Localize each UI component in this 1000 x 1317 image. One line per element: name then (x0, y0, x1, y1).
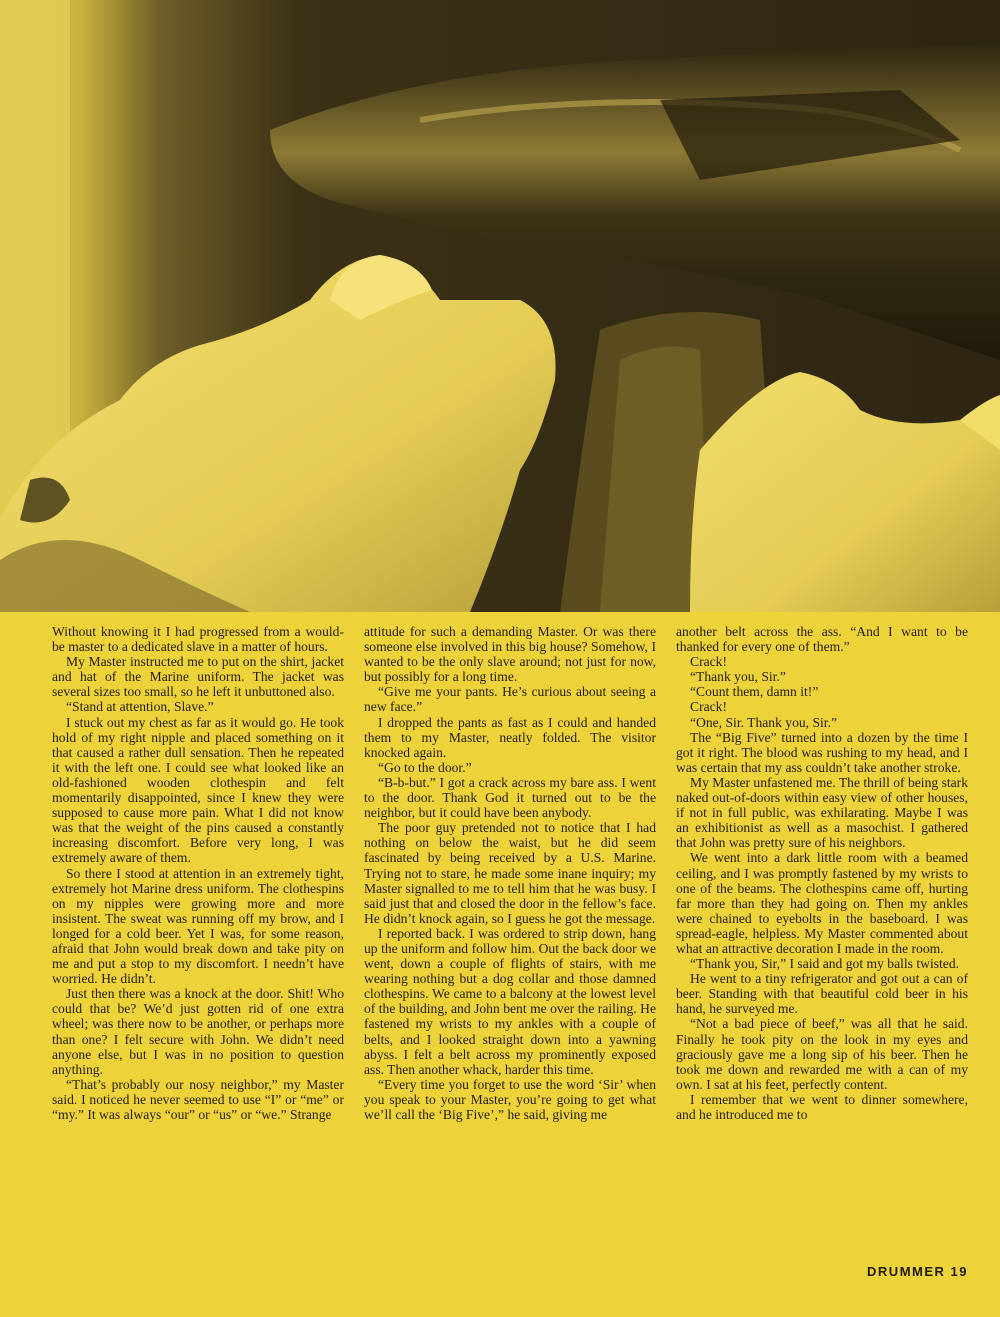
paragraph: “Every time you forget to use the word ‘Sir’ when you speak to your Master, you’re going to get what we’ll call the ‘Big Five’,” he said, giving me (364, 1076, 656, 1122)
article-column-3 (676, 624, 968, 1252)
paragraph: I dropped the pants as fast as I could and handed them to my Master, neatly folded. The visitor knocked again. (364, 714, 656, 760)
paragraph: The poor guy pretended not to notice that I had nothing on below the waist, but he did seem fascinated by being received by a U.S. Marine. Trying not to stare, he made some inane inquiry; my Master signalled to me to tell him that he was busy. I said just that and closed the door in the fellow’s face. He didn’t knock again, so I guess he got the message. (364, 820, 656, 926)
article-column-2 (364, 624, 656, 1252)
paragraph: My Master unfastened me. The thrill of being stark naked out-of-doors within easy view of other houses, if not in full public, was exhilarating. Maybe I was an exhibitionist as well as a masochist. I gathered that John was pretty sure of his neighbors. (676, 774, 968, 851)
header-photo (0, 0, 1000, 612)
paragraph: Just then there was a knock at the door. Shit! Who could that be? We’d just gotten rid of one extra wheel; was there now to be another, or perhaps more than one? I felt secure with John. We didn’t need anyone else, but I was in no position to question anything. (52, 986, 344, 1077)
paragraph: Crack! (690, 654, 727, 670)
paragraph: I remember that we went to dinner somewhere, and he introduced me to (676, 1091, 968, 1122)
paragraph: I stuck out my chest as far as it would go. He took hold of my right nipple and placed something on it that caused a rather dull sensation. Then he repeated it with the left one. I could see what looked like an old-fashioned wooden clothespin and felt momentarily disappointed, since I knew they were supposed to cause more pain. What I did not know was that the weight of the pins caused a constantly increasing discomfort. Before very long, I was extremely aware of them. (52, 714, 344, 866)
paragraph: Crack! (690, 699, 727, 715)
paragraph: So there I stood at attention in an extremely tight, extremely hot Marine dress uniform. The clothespins on my nipples were growing more and more insistent. The sweat was running off my brow, and I longed for a cold beer. Yet I was, for some reason, afraid that John would break down and take pity on me and put a stop to my discomfort. I needn’t have worried. He didn’t. (52, 865, 344, 987)
paragraph: “Not a bad piece of beef,” was all that he said. Finally he took pity on the look in my eyes and graciously gave me a long sip of his beer. Then he took me down and rewarded me with a can of my own. I sat at his feet, perfectly content. (676, 1016, 968, 1092)
paragraph: “Give me your pants. He’s curious about seeing a new face.” (364, 684, 656, 715)
paragraph: My Master instructed me to put on the shirt, jacket and hat of the Marine uniform. The jacket was several sizes too small, so he left it unbuttoned also. (52, 654, 344, 700)
paragraph: He went to a tiny refrigerator and got out a can of beer. Standing with that beautiful cold beer in his hand, he surveyed me. (676, 971, 968, 1017)
page-folio: DRUMMER 19 (867, 1264, 968, 1279)
article-body (52, 624, 968, 1252)
paragraph: “Stand at attention, Slave.” (66, 699, 214, 715)
paragraph: another belt across the ass. “And I want to be thanked for every one of them.” (676, 624, 968, 655)
paragraph: We went into a dark little room with a beamed ceiling, and I was promptly fastened by my wrists to one of the beams. The clothespins came off, hurting far more than they had going on. Then my ankles were chained to eyebolts in the baseboard. I was spread-eagle, helpless. My Master commented about what an attractive decoration I made in the room. (676, 850, 968, 956)
paragraph: “Thank you, Sir,” I said and got my balls twisted. (690, 956, 960, 972)
photo-illustration (0, 0, 1000, 612)
paragraph: attitude for such a demanding Master. Or was there someone else involved in this big house? Somehow, I wanted to be the only slave around; not just for now, but possibly for a long time. (364, 624, 656, 685)
paragraph: “Thank you, Sir.” (690, 669, 786, 685)
paragraph: “Go to the door.” (378, 759, 472, 775)
article-column-1 (52, 624, 344, 1252)
paragraph: “B-b-but.” I got a crack across my bare ass. I went to the door. Thank God it turned out to be the neighbor, but it could have been anybody. (364, 774, 656, 821)
paragraph: “That’s probably our nosy neighbor,” my Master said. I noticed he never seemed to use “I” or “me” or “my.” It was always “our” or “us” or “we.” Strange (52, 1076, 344, 1122)
paragraph: “One, Sir. Thank you, Sir.” (690, 714, 838, 730)
paragraph: I reported back. I was ordered to strip down, hang up the uniform and follow him. Out the back door we went, down a couple of flights of stairs, with me wearing nothing but a dog collar and those damned clothespins. We came to a balcony at the lowest level of the building, and John bent me over the railing. He fastened my wrists to my ankles with a couple of belts, and I looked straight down into a yawning abyss. I felt a belt across my prominently exposed ass. Then another whack, harder this time. (364, 925, 656, 1077)
paragraph: “Count them, damn it!” (690, 684, 819, 700)
paragraph: The “Big Five” turned into a dozen by the time I got it right. The blood was rushing to my head, and I was certain that my ass couldn’t take another stroke. (676, 729, 968, 775)
paragraph: Without knowing it I had progressed from a would-be master to a dedicated slave in a matter of hours. (52, 624, 344, 655)
